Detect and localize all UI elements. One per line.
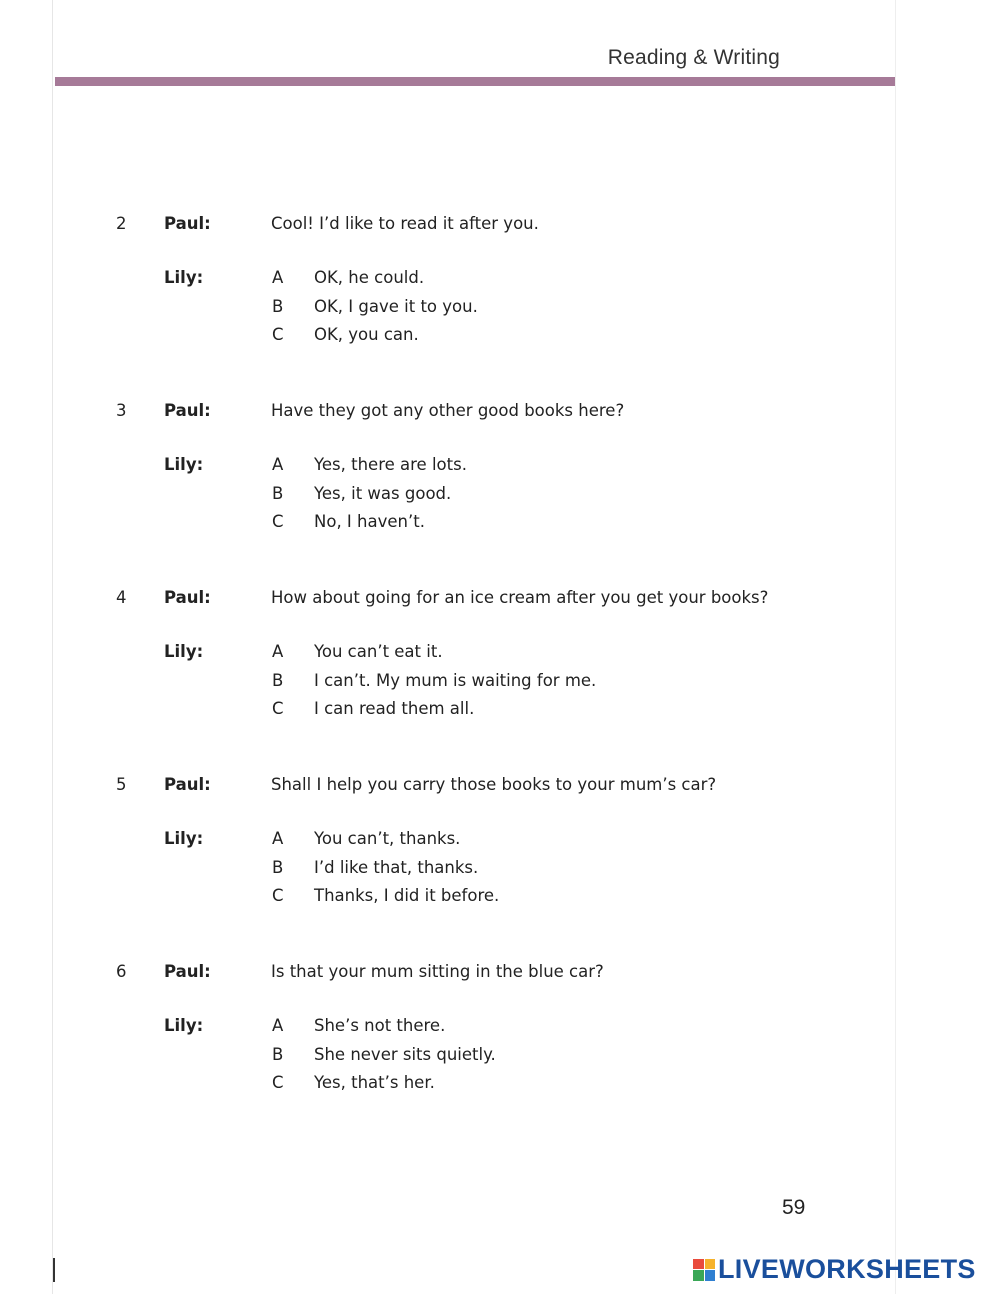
option-b[interactable]: She never sits quietly. bbox=[314, 1045, 496, 1064]
option-c[interactable]: OK, you can. bbox=[314, 325, 419, 344]
question-number: 2 bbox=[116, 214, 127, 233]
question-line: Shall I help you carry those books to your mum’s car? bbox=[271, 775, 717, 794]
option-b[interactable]: I can’t. My mum is waiting for me. bbox=[314, 671, 597, 690]
option-b[interactable]: Yes, it was good. bbox=[314, 484, 452, 503]
speaker-paul: Paul: bbox=[164, 775, 211, 794]
question-line: Have they got any other good books here? bbox=[271, 401, 625, 420]
speaker-paul: Paul: bbox=[164, 962, 211, 981]
option-c[interactable]: I can read them all. bbox=[314, 699, 475, 718]
option-a[interactable]: You can’t eat it. bbox=[314, 642, 443, 661]
page-number: 59 bbox=[782, 1196, 806, 1219]
speaker-lily: Lily: bbox=[164, 642, 204, 661]
page-margin-mark bbox=[53, 1258, 55, 1282]
speaker-lily: Lily: bbox=[164, 1016, 204, 1035]
option-c-letter: C bbox=[272, 1073, 284, 1092]
liveworksheets-watermark[interactable] bbox=[693, 1254, 976, 1285]
option-a-letter: A bbox=[272, 268, 284, 287]
question-line: How about going for an ice cream after you get your books? bbox=[271, 588, 769, 607]
question-line: Cool! I’d like to read it after you. bbox=[271, 214, 539, 233]
option-b[interactable]: OK, I gave it to you. bbox=[314, 297, 478, 316]
option-a-letter: A bbox=[272, 642, 284, 661]
section-title: Reading & Writing bbox=[607, 46, 780, 69]
option-c-letter: C bbox=[272, 886, 284, 905]
option-b-letter: B bbox=[272, 297, 284, 316]
speaker-lily: Lily: bbox=[164, 455, 204, 474]
option-c-letter: C bbox=[272, 699, 284, 718]
liveworksheets-logo-icon bbox=[693, 1259, 715, 1281]
page-edge-right bbox=[895, 0, 896, 1294]
speaker-lily: Lily: bbox=[164, 268, 204, 287]
option-a[interactable]: Yes, there are lots. bbox=[314, 455, 467, 474]
option-a-letter: A bbox=[272, 829, 284, 848]
brand-name: LIVEWORKSHEETS bbox=[718, 1254, 976, 1284]
option-c[interactable]: Thanks, I did it before. bbox=[314, 886, 500, 905]
question-number: 5 bbox=[116, 775, 127, 794]
speaker-paul: Paul: bbox=[164, 401, 211, 420]
speaker-paul: Paul: bbox=[164, 214, 211, 233]
option-b[interactable]: I’d like that, thanks. bbox=[314, 858, 479, 877]
option-b-letter: B bbox=[272, 858, 284, 877]
option-a-letter: A bbox=[272, 455, 284, 474]
header-bar bbox=[55, 77, 895, 86]
option-a-letter: A bbox=[272, 1016, 284, 1035]
option-c-letter: C bbox=[272, 325, 284, 344]
option-a[interactable]: She’s not there. bbox=[314, 1016, 446, 1035]
speaker-paul: Paul: bbox=[164, 588, 211, 607]
option-c-letter: C bbox=[272, 512, 284, 531]
option-c[interactable]: Yes, that’s her. bbox=[314, 1073, 435, 1092]
speaker-lily: Lily: bbox=[164, 829, 204, 848]
option-a[interactable]: You can’t, thanks. bbox=[314, 829, 461, 848]
question-number: 3 bbox=[116, 401, 127, 420]
option-b-letter: B bbox=[272, 484, 284, 503]
question-number: 6 bbox=[116, 962, 127, 981]
option-b-letter: B bbox=[272, 671, 284, 690]
option-c[interactable]: No, I haven’t. bbox=[314, 512, 425, 531]
page-edge-left bbox=[52, 0, 53, 1294]
option-b-letter: B bbox=[272, 1045, 284, 1064]
question-line: Is that your mum sitting in the blue car? bbox=[271, 962, 604, 981]
question-number: 4 bbox=[116, 588, 127, 607]
option-a[interactable]: OK, he could. bbox=[314, 268, 425, 287]
